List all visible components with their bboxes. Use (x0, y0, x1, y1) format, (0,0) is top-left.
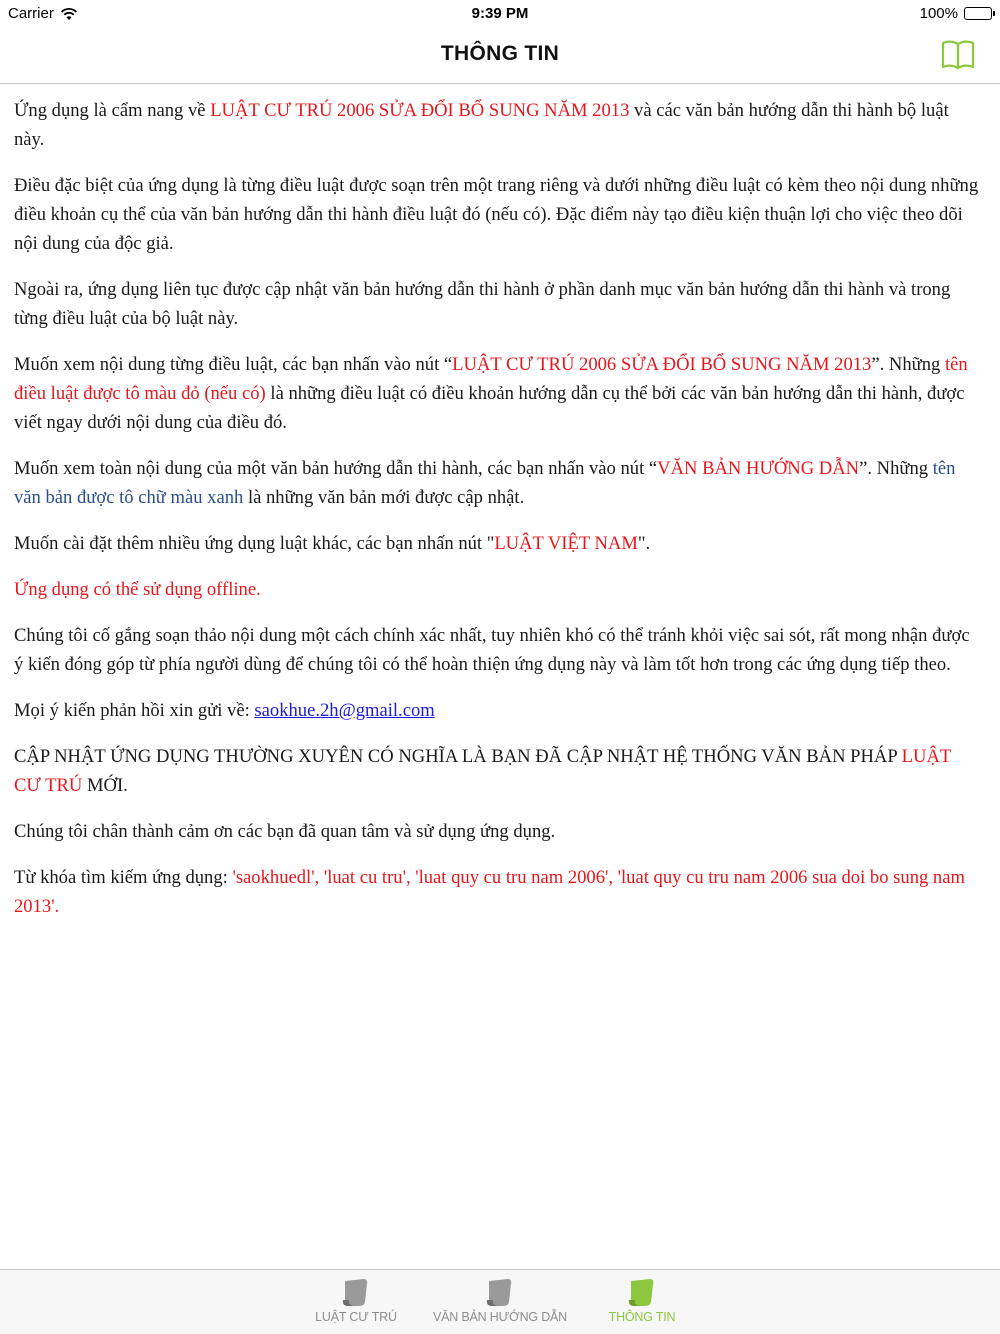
law-name-highlight: LUẬT CƯ TRÚ (14, 746, 951, 796)
law-title-highlight: LUẬT CƯ TRÚ 2006 SỬA ĐỔI BỔ SUNG NĂM 2013 (210, 100, 630, 121)
keywords-paragraph (14, 863, 980, 921)
tab-label: LUẬT CƯ TRÚ (315, 1310, 397, 1324)
battery-percent: 100% (919, 5, 958, 22)
feedback-request-paragraph: Chúng tôi cố gắng soạn thảo nội dung một cách chính xác nhất, tuy nhiên khó có thể tránh khỏi việc sai sót, rất mong nhận được ý kiến đóng góp từ phía người dùng để chúng tôi có thể hoàn thiện ứng dụng này và làm tốt hơn trong các ứng dụng tiếp theo. (14, 625, 970, 675)
scroll-icon (484, 1276, 516, 1308)
guide-button-name: VĂN BẢN HƯỚNG DẪN (657, 458, 860, 479)
info-content (14, 96, 980, 938)
text-segment: Từ khóa tìm kiếm ứng dụng: (14, 867, 233, 888)
email-link[interactable]: saokhue.2h@gmail.com (254, 700, 435, 721)
install-paragraph (14, 529, 980, 558)
book-icon[interactable] (940, 38, 976, 72)
tab-label: THÔNG TIN (608, 1310, 676, 1324)
text-segment: Mọi ý kiến phản hồi xin gửi về: (14, 700, 255, 721)
vietnam-law-button-name: LUẬT VIỆT NAM (494, 533, 638, 554)
tab-van-ban-huong-dan[interactable] (425, 1276, 575, 1324)
page-title: THÔNG TIN (440, 42, 560, 65)
carrier-label: Carrier (8, 5, 54, 22)
text-segment: ". (637, 533, 651, 554)
battery-icon (964, 7, 992, 20)
feature-paragraph: Điều đặc biệt của ứng dụng là từng điều luật được soạn trên một trang riêng và dưới những điều luật có kèm theo nội dung những điều khoản cụ thể của văn bản hướng dẫn thi hành điều luật đó (nếu có). Đặc điểm này tạo điều kiện thuận lợi cho việc theo dõi nội dung của độc giả. (14, 175, 979, 254)
tab-label: VĂN BẢN HƯỚNG DẪN (433, 1310, 567, 1324)
tab-bar (0, 1269, 1000, 1334)
search-keywords: 'saokhuedl', 'luat cu tru', 'luat quy cu tru nam 2006', 'luat quy cu tru nam 2006 sua doi bo sung nam 2013'. (14, 867, 965, 917)
text-segment: và các văn bản hướng dẫn thi hành bộ luật này. (14, 100, 949, 150)
thanks-paragraph: Chúng tôi chân thành cảm ơn các bạn đã quan tâm và sử dụng ứng dụng. (14, 821, 556, 842)
text-segment: Muốn xem nội dung từng điều luật, các bạn nhấn vào nút “ (14, 354, 453, 375)
battery-group (920, 5, 992, 22)
intro-paragraph (14, 96, 980, 154)
text-segment: MỚI. (82, 775, 128, 796)
text-segment: ”. Những (871, 354, 945, 375)
text-segment: CẬP NHẬT ỨNG DỤNG THƯỜNG XUYÊN CÓ NGHĨA LÀ BẠN ĐÃ CẬP NHẬT HỆ THỐNG VĂN BẢN PHÁP (14, 746, 902, 767)
text-segment: Muốn cài đặt thêm nhiều ứng dụng luật khác, các bạn nhấn nút " (14, 533, 495, 554)
text-segment: Muốn xem toàn nội dung của một văn bản hướng dẫn thi hành, các bạn nhấn vào nút “ (14, 458, 658, 479)
text-segment: ”. Những (859, 458, 933, 479)
contact-paragraph (14, 696, 980, 725)
update-paragraph: Ngoài ra, ứng dụng liên tục được cập nhật văn bản hướng dẫn thi hành ở phần danh mục văn bản hướng dẫn thi hành và trong từng điều luật của bộ luật này. (14, 279, 951, 329)
blue-doc-note: tên văn bản được tô chữ màu xanh (14, 458, 956, 508)
status-bar (0, 0, 1000, 28)
red-article-note: tên điều luật được tô màu đỏ (nếu có) (14, 354, 968, 404)
text-segment: Ứng dụng là cẩm nang về (14, 100, 211, 121)
text-segment: là những văn bản mới được cập nhật. (243, 487, 525, 508)
update-notice-paragraph (14, 742, 980, 800)
tab-thong-tin[interactable] (567, 1276, 717, 1324)
law-view-paragraph (14, 350, 980, 437)
navigation-bar (0, 28, 1000, 84)
offline-note: Ứng dụng có thể sử dụng offline. (14, 579, 261, 600)
scroll-icon (340, 1276, 372, 1308)
status-time: 9:39 PM (471, 5, 529, 22)
text-segment: là những điều luật có điều khoản hướng dẫn cụ thể bởi các văn bản hướng dẫn thi hành, được viết ngay dưới nội dung của điều đó. (14, 383, 965, 433)
tab-luat-cu-tru[interactable] (281, 1276, 431, 1324)
scroll-icon (626, 1276, 658, 1308)
law-button-name: LUẬT CƯ TRÚ 2006 SỬA ĐỔI BỔ SUNG NĂM 2013 (452, 354, 872, 375)
guide-view-paragraph (14, 454, 980, 512)
